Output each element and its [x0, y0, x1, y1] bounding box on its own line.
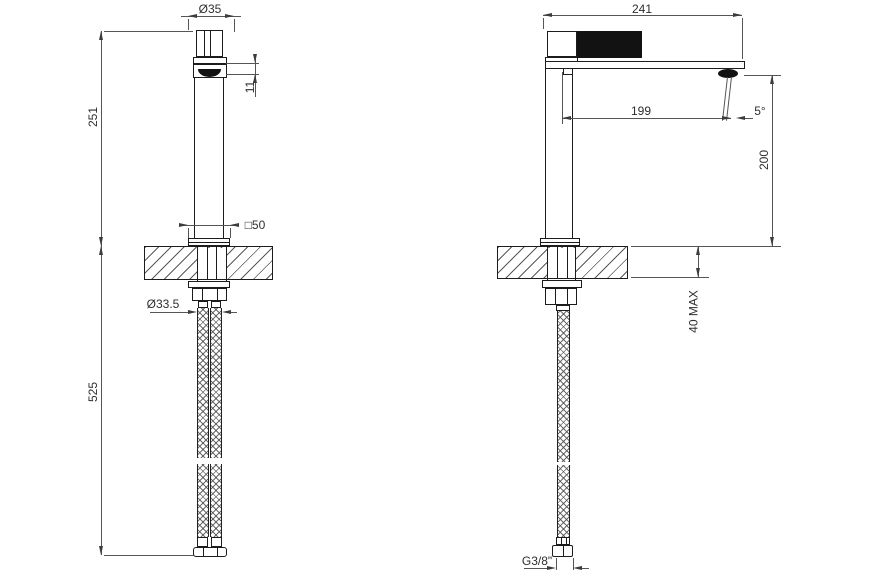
dim-arrow — [562, 116, 571, 120]
dim-label-hose-length: 525 — [86, 381, 100, 403]
supply-hose — [210, 464, 222, 537]
hose-ferrule — [198, 301, 208, 308]
hose-nut-facet — [203, 548, 204, 556]
dim-arrow — [573, 566, 582, 570]
supply-hose — [557, 465, 570, 537]
dim-arrow — [543, 13, 552, 17]
dim-arrow — [188, 310, 197, 314]
dim-line — [562, 118, 731, 119]
body-column-edge — [545, 69, 546, 238]
dim-arrow — [222, 310, 231, 314]
dim-label-top-diameter: Ø35 — [198, 2, 222, 16]
spout-arm — [545, 61, 745, 69]
dim-arrow — [188, 14, 197, 18]
dim-extension-line — [188, 228, 189, 238]
body-column-edge — [572, 69, 573, 238]
shank-edge — [547, 246, 548, 280]
dim-line — [543, 15, 742, 16]
dim-arrow — [253, 54, 257, 63]
dim-arrow — [230, 223, 239, 227]
dim-label-base-square: □50 — [244, 217, 266, 232]
locknut-facet — [555, 289, 556, 304]
dim-label-spout-reach: 199 — [630, 103, 652, 118]
dim-line — [524, 568, 547, 569]
locknut-facet — [202, 289, 203, 300]
dim-arrow — [770, 237, 774, 246]
shank-edge — [226, 246, 227, 281]
shank-thread-line — [557, 247, 558, 279]
dim-extension-line — [556, 558, 557, 570]
dim-line — [150, 312, 188, 313]
dim-arrow — [225, 14, 234, 18]
hose-ferrule — [211, 301, 221, 308]
shank-thread-line — [207, 247, 208, 280]
washer-flange — [188, 281, 230, 288]
dim-arrow — [99, 237, 103, 246]
dim-arrow — [179, 223, 188, 227]
handle-lever-side — [577, 31, 642, 58]
handle-body-side — [547, 31, 577, 57]
dim-label-connection-thread: G3/8" — [521, 554, 553, 568]
hose-end-ferrule — [556, 537, 570, 545]
dim-arrow — [696, 268, 700, 277]
dim-line — [101, 246, 102, 555]
dim-label-outlet-offset: 11 — [243, 80, 257, 94]
dim-label-body-height: 251 — [86, 106, 100, 128]
dim-arrow — [696, 246, 700, 255]
hose-nut-facet — [563, 546, 564, 556]
supply-hose — [557, 311, 570, 462]
ferrule-line — [566, 538, 567, 544]
supply-hose — [210, 308, 222, 458]
body-column-edge — [194, 78, 195, 238]
dim-line — [101, 31, 102, 246]
dim-extension-line — [234, 19, 235, 32]
locknut-facet — [217, 289, 218, 300]
dim-line — [772, 75, 773, 246]
dim-arrow — [547, 566, 556, 570]
handle-lever-edge — [204, 31, 205, 56]
locknut — [192, 288, 227, 301]
base-flange-line — [541, 242, 579, 243]
ferrule-line — [561, 538, 562, 544]
shank-edge — [575, 246, 576, 280]
hose-end-ferrule — [211, 537, 222, 547]
shank-thread-line — [216, 247, 217, 280]
dim-label-total-depth: 241 — [631, 1, 653, 16]
body-column-edge — [223, 78, 224, 238]
dim-arrow — [770, 75, 774, 84]
spout-collar — [193, 57, 227, 64]
hose-end-ferrule — [197, 537, 208, 547]
dim-arrow — [722, 116, 731, 120]
washer-flange — [542, 280, 582, 288]
angle-leader-line — [745, 118, 753, 119]
hose-nut-facet — [217, 548, 218, 556]
supply-hose — [197, 308, 209, 458]
hose-end-nut — [193, 547, 227, 557]
dim-extension-line — [104, 31, 193, 32]
dim-extension-line — [744, 75, 781, 76]
dim-extension-line — [543, 18, 544, 29]
dim-label-hole-diameter: Ø33.5 — [146, 297, 180, 311]
dim-label-outlet-height: 200 — [757, 149, 771, 171]
dim-arrow — [736, 116, 745, 120]
dim-extension-line — [188, 19, 189, 30]
dim-extension-line — [631, 277, 709, 278]
base-flange-line — [189, 242, 229, 243]
shank-thread-line — [567, 247, 568, 279]
dim-extension-line — [631, 246, 781, 247]
locknut-facet — [567, 289, 568, 304]
dim-line — [582, 568, 589, 569]
dim-extension-line — [742, 18, 743, 59]
locknut — [545, 288, 577, 305]
shank-edge — [197, 246, 198, 281]
dim-arrow — [733, 13, 742, 17]
dim-arrow — [99, 246, 103, 255]
dim-label-deck-thickness: 40 MAX — [686, 290, 700, 333]
counter-hole — [198, 248, 226, 279]
handle-lever-edge — [210, 31, 211, 56]
dim-arrow — [99, 31, 103, 40]
dim-extension-line — [230, 228, 231, 238]
dim-arrow — [99, 546, 103, 555]
supply-hose — [197, 464, 209, 537]
counter-hole — [548, 248, 575, 278]
dim-label-spout-angle: 5° — [754, 103, 766, 118]
dim-extension-line — [104, 555, 194, 556]
